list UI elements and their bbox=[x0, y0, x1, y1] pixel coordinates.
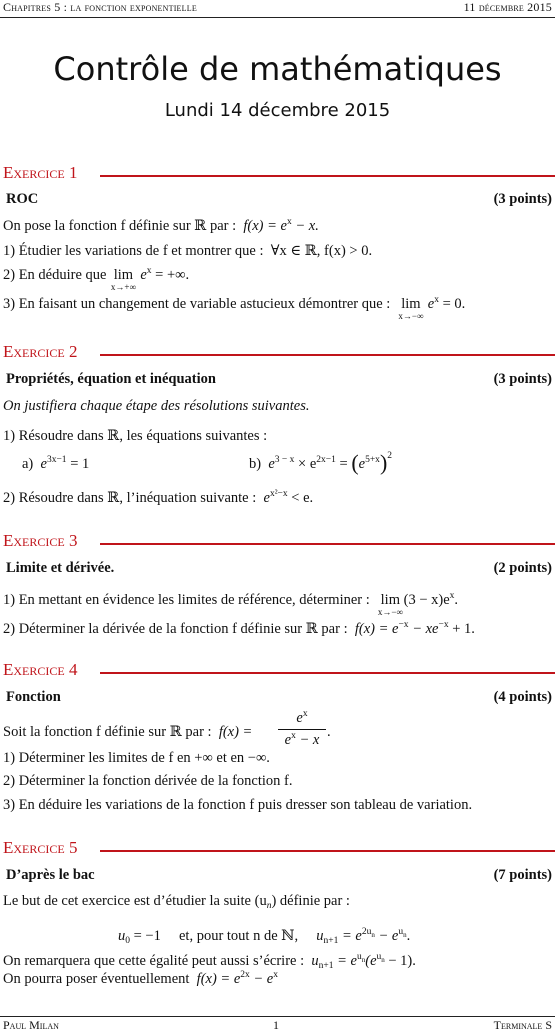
ex4-q1: 1) Déterminer les limites de f en +∞ et en −∞. bbox=[3, 750, 270, 766]
ex5-pose: On pourra poser éventuellement $f(x) = e^{2x} - e^x$ bbox=[3, 970, 278, 987]
ex5-remark: On remarquera que cette égalité peut aussi s’écrire : $u_{n+1} = e^{u_n}(e^{u_n} - 1)$. bbox=[3, 952, 416, 971]
exercise-5-subtitle: D’après le bac bbox=[6, 867, 95, 883]
exercise-1-subtitle: ROC bbox=[6, 191, 39, 207]
exercise-5-points: (7 points) bbox=[493, 867, 552, 883]
ex5-intro: Le but de cet exercice est d’étudier la suite $(u_n)$ définie par : bbox=[3, 893, 350, 911]
ex4-q2: 2) Déterminer la fonction dérivée de la fonction f. bbox=[3, 773, 293, 789]
exercise-4-rule bbox=[100, 672, 555, 674]
ex1-line-intro: On pose la fonction f définie sur ℝ par : $f(x) = e^x - x$. bbox=[3, 217, 319, 234]
page-date: Lundi 14 décembre 2015 bbox=[164, 100, 391, 121]
ex3-q1: 1) En mettant en évidence les limites de référence, déterminer : lim x→−∞ $(3 - x)e^x$. bbox=[3, 591, 459, 617]
ex4-dot: . bbox=[327, 724, 331, 740]
header-left: Chapitres 5 : la fonction exponentielle bbox=[3, 0, 197, 14]
ex2-q2: 2) Résoudre dans ℝ, l’inéquation suivante : $e^{x^2-x} < e$. bbox=[3, 489, 314, 506]
footer-rule bbox=[0, 1016, 555, 1017]
exercise-3-heading: Exercice 3 bbox=[3, 531, 78, 550]
ex4-fraction: $e^x$ $e^x - x$ bbox=[278, 710, 326, 749]
header-rule bbox=[0, 17, 555, 18]
ex1-q1: 1) Étudier les variations de f et montrer que : ∀x ∈ ℝ, f(x) > 0. bbox=[3, 243, 373, 259]
header-right: 11 décembre 2015 bbox=[463, 0, 552, 14]
exercise-3-subtitle: Limite et dérivée. bbox=[6, 560, 115, 576]
exercise-4-points: (4 points) bbox=[493, 689, 552, 705]
ex1-q3: 3) En faisant un changement de variable astucieux démontrer que : lim x→−∞ $e^x = 0$. bbox=[3, 295, 466, 321]
ex2-q1b: b) $e^{3 - x} \times e^{2x-1} = (e^{5+x})^2$ bbox=[249, 450, 393, 475]
footer-left: Paul Milan bbox=[3, 1018, 59, 1032]
exercise-4-subtitle: Fonction bbox=[6, 689, 61, 705]
exercise-2-rule bbox=[100, 354, 555, 356]
ex3-q2: 2) Déterminer la dérivée de la fonction f définie sur ℝ par : $f(x) = e^{-x} - xe^{-x} + 1$. bbox=[3, 620, 475, 637]
ex5-definition: $u_0 = -1$ et, pour tout n de ℕ, $u_{n+1} = e^{2u_n} - e^{u_n}$. bbox=[118, 927, 411, 946]
exercise-1-heading: Exercice 1 bbox=[3, 163, 78, 182]
exercise-2-heading: Exercice 2 bbox=[3, 342, 78, 361]
exercise-3-points: (2 points) bbox=[493, 560, 552, 576]
page-title: Contrôle de mathématiques bbox=[53, 50, 502, 88]
exercise-4-heading: Exercice 4 bbox=[3, 660, 78, 679]
ex4-intro: Soit la fonction f définie sur ℝ par : f(x) = bbox=[3, 724, 253, 740]
exercise-1-rule bbox=[100, 175, 555, 177]
ex1-q2: 2) En déduire que lim x→+∞ $e^x$ = +∞. bbox=[3, 266, 190, 292]
exercise-2-points: (3 points) bbox=[493, 371, 552, 387]
footer-page-number: 1 bbox=[273, 1018, 279, 1032]
footer-right: Terminale S bbox=[493, 1018, 552, 1032]
exercise-2-subtitle: Propriétés, équation et inéquation bbox=[6, 371, 216, 387]
ex2-q1: 1) Résoudre dans ℝ, les équations suivantes : bbox=[3, 428, 268, 444]
exercise-1-points: (3 points) bbox=[493, 191, 552, 207]
exercise-5-rule bbox=[100, 850, 555, 852]
exercise-3-rule bbox=[100, 543, 555, 545]
ex4-q3: 3) En déduire les variations de la fonction f puis dresser son tableau de variation. bbox=[3, 797, 473, 813]
ex2-intro: On justifiera chaque étape des résolutions suivantes. bbox=[3, 398, 310, 414]
ex2-q1a: a) $e^{3x-1} = 1$ bbox=[22, 455, 90, 472]
exercise-5-heading: Exercice 5 bbox=[3, 838, 78, 857]
